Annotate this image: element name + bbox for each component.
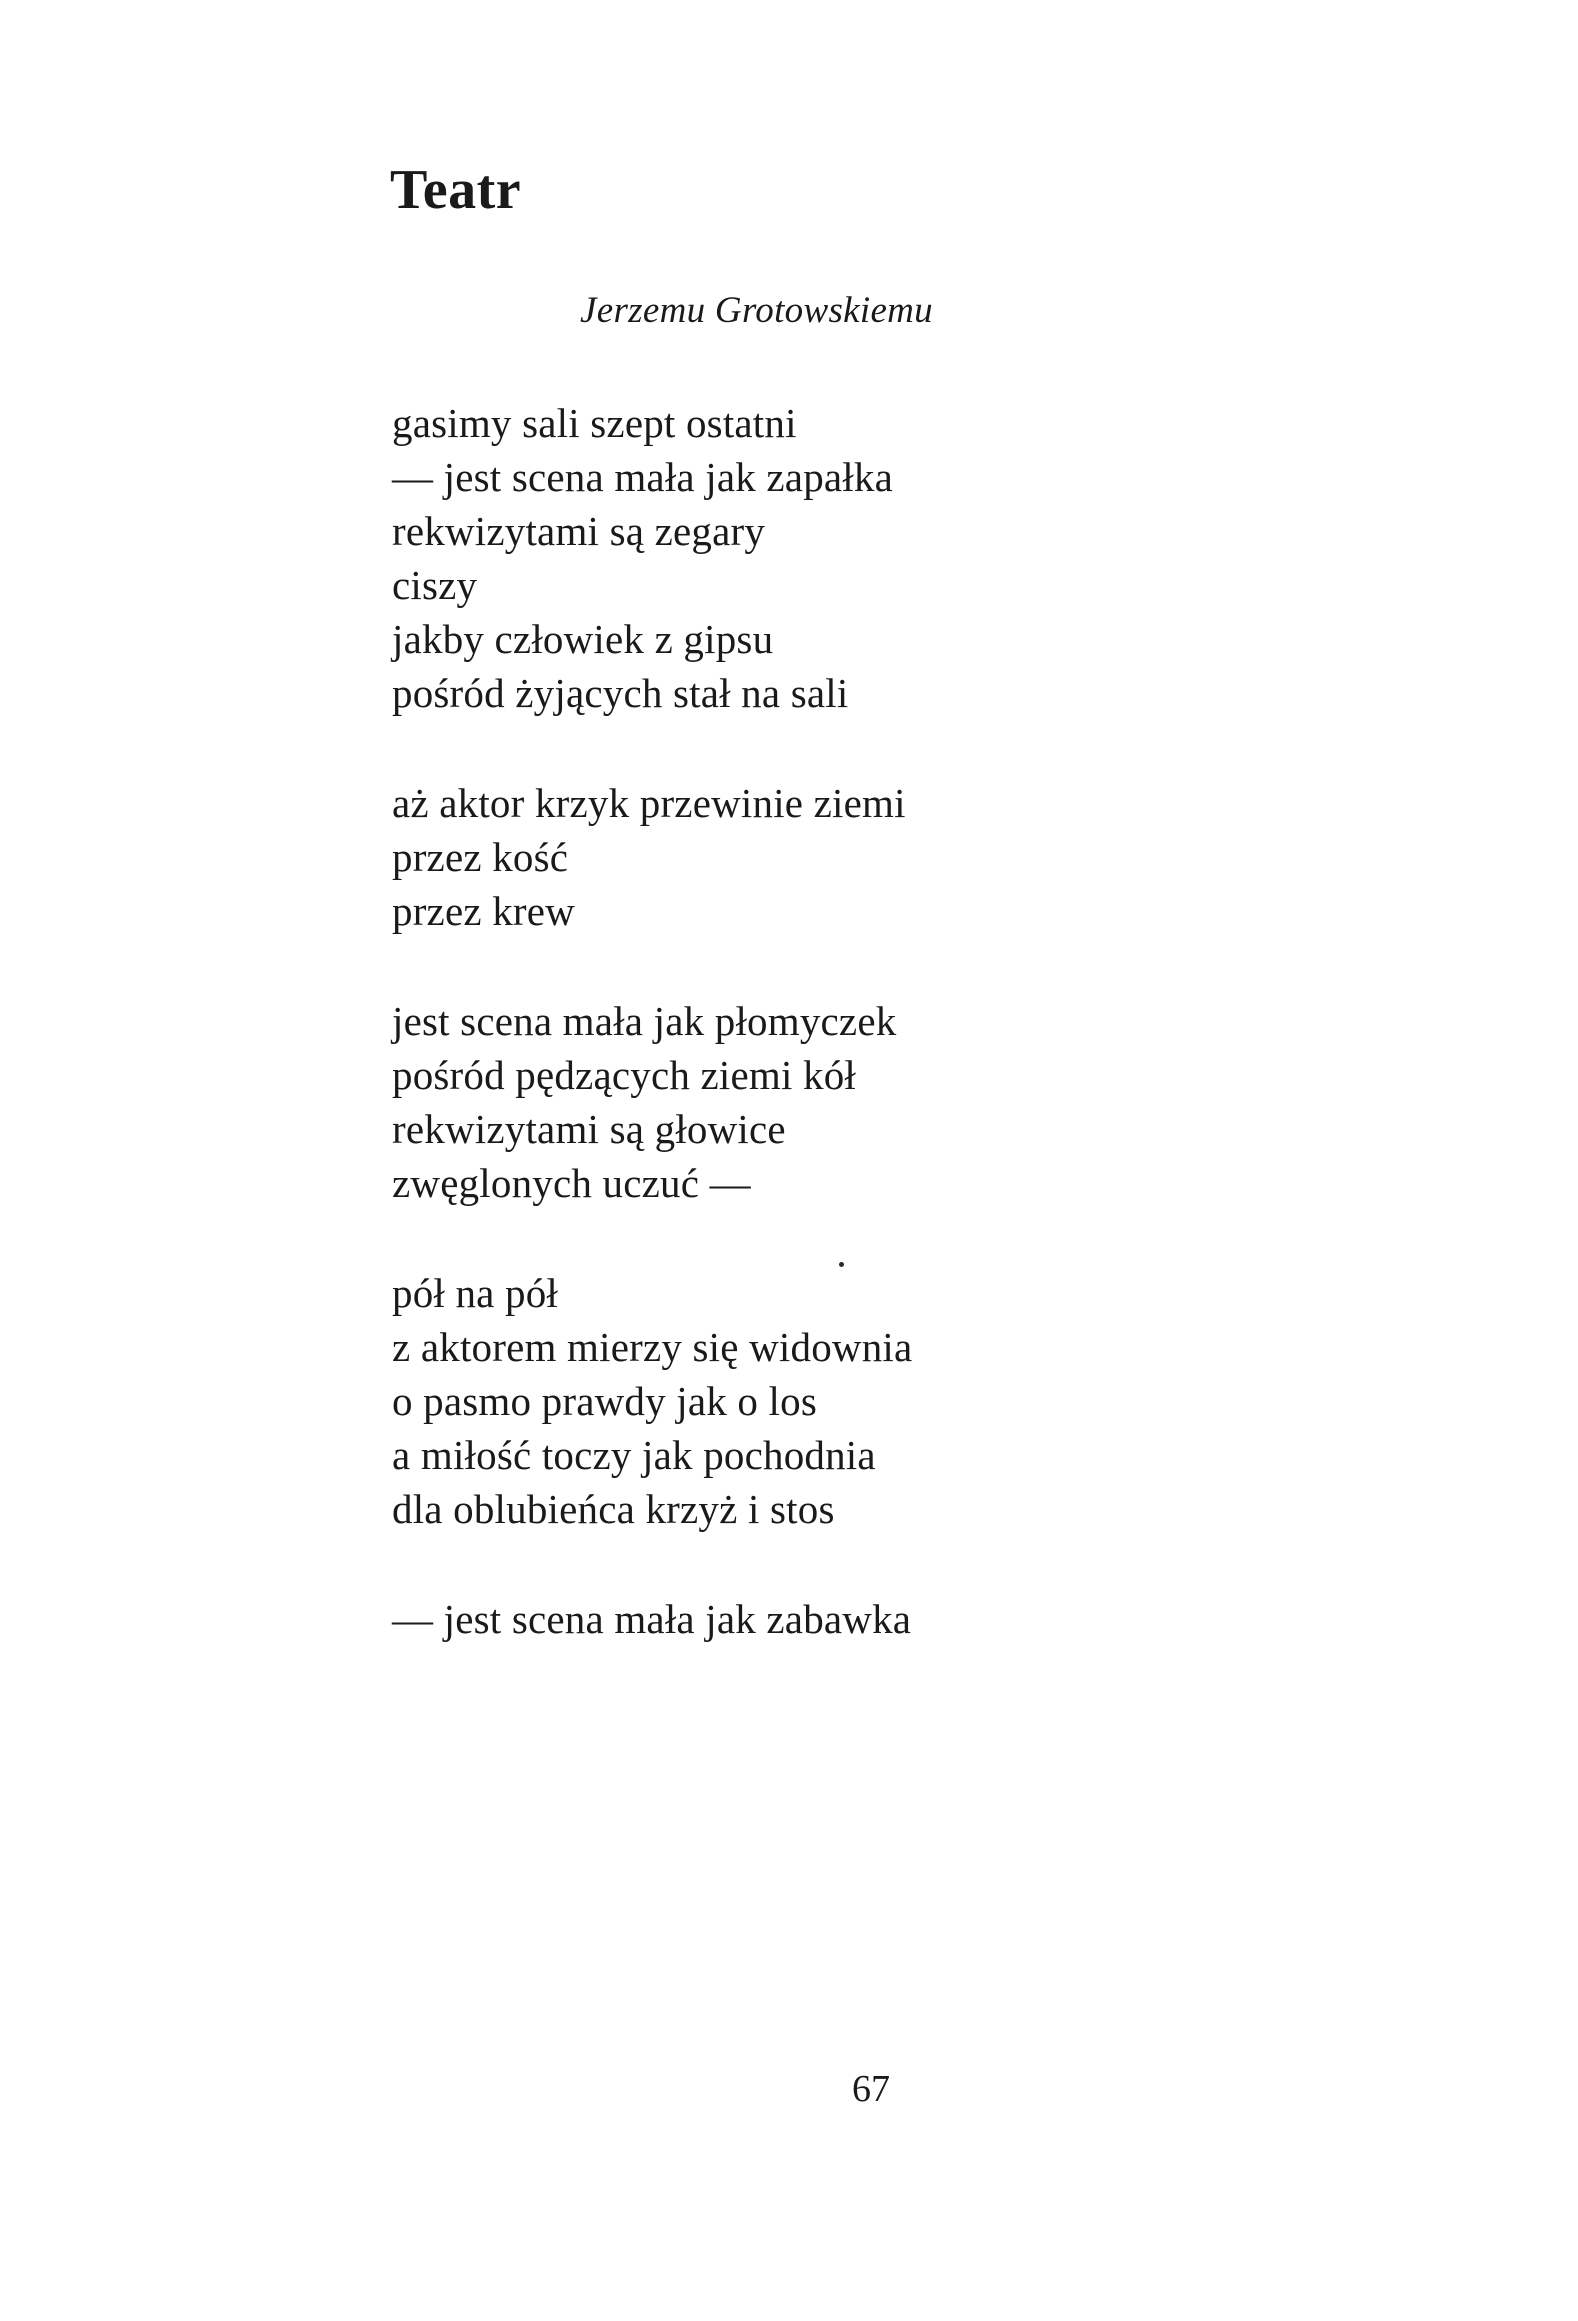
poem-line: aż aktor krzyk przewinie ziemi bbox=[392, 780, 906, 826]
stanza bbox=[392, 994, 1292, 1210]
poem-line: a miłość toczy jak pochodnia bbox=[392, 1432, 876, 1478]
poem-line: dla oblubieńca krzyż i stos bbox=[392, 1486, 835, 1532]
poem-line: z aktorem mierzy się widownia bbox=[392, 1324, 913, 1370]
poem-dedication: Jerzemu Grotowskiemu bbox=[580, 290, 933, 331]
stanza-break bbox=[392, 1536, 1292, 1592]
stanza-break bbox=[392, 720, 1292, 776]
poem-line: jakby człowiek z gipsu bbox=[392, 616, 774, 662]
poem-line: rekwizytami są głowice bbox=[392, 1106, 786, 1152]
poem-line: pośród pędzących ziemi kół bbox=[392, 1052, 857, 1098]
poem-line: o pasmo prawdy jak o los bbox=[392, 1378, 817, 1424]
poem-line: rekwizytami są zegary bbox=[392, 508, 766, 554]
poem-line: ciszy bbox=[392, 562, 478, 608]
poem-body bbox=[392, 396, 1292, 1646]
stanza bbox=[392, 1592, 1292, 1646]
page-number: 67 bbox=[852, 2068, 890, 2110]
poem-line: pół na pół bbox=[392, 1270, 558, 1316]
poem-line: przez krew bbox=[392, 888, 575, 934]
poem-line: przez kość bbox=[392, 834, 569, 880]
print-speck bbox=[839, 1262, 844, 1267]
poem-line: pośród żyjących stał na sali bbox=[392, 670, 849, 716]
poem-line: — jest scena mała jak zapałka bbox=[392, 454, 893, 500]
poem-line: jest scena mała jak płomyczek bbox=[392, 998, 897, 1044]
stanza-break bbox=[392, 938, 1292, 994]
poem-line: zwęglonych uczuć — bbox=[392, 1160, 751, 1206]
stanza bbox=[392, 396, 1292, 720]
stanza-break bbox=[392, 1210, 1292, 1266]
stanza bbox=[392, 776, 1292, 938]
poem-line: gasimy sali szept ostatni bbox=[392, 400, 797, 446]
poem-line: — jest scena mała jak zabawka bbox=[392, 1596, 912, 1642]
stanza bbox=[392, 1266, 1292, 1536]
poem-title: Teatr bbox=[390, 159, 522, 221]
